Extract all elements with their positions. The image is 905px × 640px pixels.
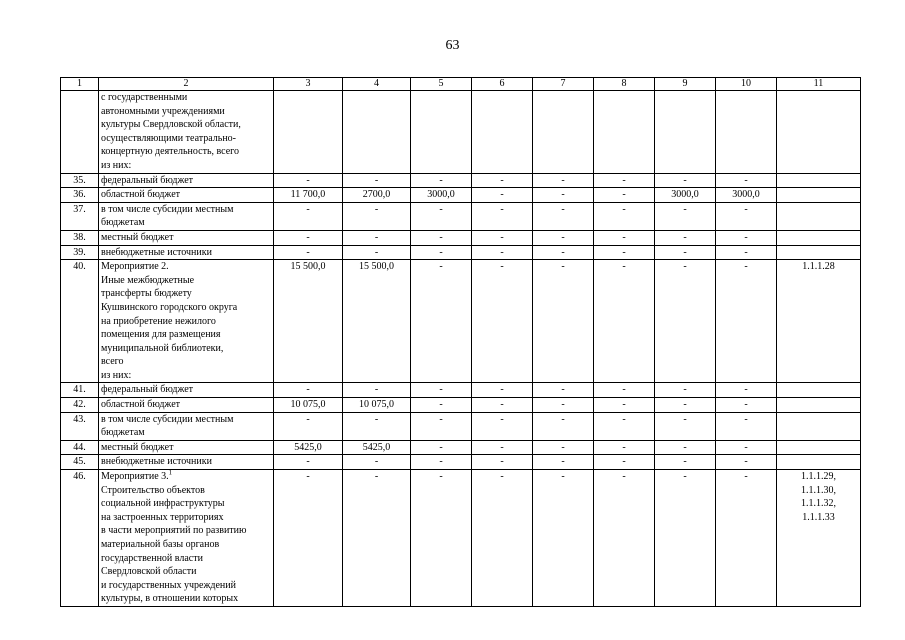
row-number: 44. [61, 440, 99, 455]
row-name: Мероприятие 2. Иные межбюджетные трансферты бюджету Кушвинского городского округа на приобретение нежилого помещения для размещения муниципальной библиотеки, всего из них: [101, 261, 238, 381]
column-header-4: 4 [343, 78, 411, 91]
row-number: 35. [61, 173, 99, 188]
row-number: 37. [61, 202, 99, 230]
value-cell-col-3: - [274, 245, 343, 260]
table-row [61, 188, 861, 203]
value-cell-col-4: 15 500,0 [343, 260, 411, 383]
target-code-cell [777, 455, 861, 470]
value-cell-col-4: - [343, 230, 411, 245]
value-cell-col-3: 11 700,0 [274, 188, 343, 203]
value-cell-col-4: - [343, 412, 411, 440]
value-cell-col-7: - [533, 188, 594, 203]
value-cell-col-5: - [411, 260, 472, 383]
table-row [61, 383, 861, 398]
row-name: областной бюджет [101, 399, 181, 411]
value-cell-col-10: - [716, 245, 777, 260]
table-row [61, 91, 861, 174]
row-name-cell [99, 188, 274, 203]
value-cell-col-9: - [655, 470, 716, 607]
value-cell-col-5 [411, 91, 472, 174]
column-header-10: 10 [716, 78, 777, 91]
value-cell-col-5: - [411, 412, 472, 440]
table-row [61, 202, 861, 230]
target-code-cell [777, 383, 861, 398]
value-cell-col-3: 10 075,0 [274, 398, 343, 413]
value-cell-col-9 [655, 91, 716, 174]
row-name-cell [99, 202, 274, 230]
value-cell-col-7: - [533, 230, 594, 245]
value-cell-col-8: - [594, 455, 655, 470]
value-cell-col-8: - [594, 230, 655, 245]
value-cell-col-3: - [274, 230, 343, 245]
value-cell-col-7: - [533, 470, 594, 607]
column-header-6: 6 [472, 78, 533, 91]
value-cell-col-10: - [716, 470, 777, 607]
value-cell-col-8: - [594, 440, 655, 455]
row-number: 46. [61, 470, 99, 607]
value-cell-col-6: - [472, 455, 533, 470]
row-name-cell [99, 91, 274, 174]
value-cell-col-6 [472, 91, 533, 174]
value-cell-col-3: - [274, 383, 343, 398]
value-cell-col-8: - [594, 188, 655, 203]
value-cell-col-10: - [716, 173, 777, 188]
value-cell-col-3: - [274, 455, 343, 470]
row-number: 36. [61, 188, 99, 203]
row-name: федеральный бюджет [101, 384, 194, 396]
value-cell-col-10: - [716, 202, 777, 230]
value-cell-col-6: - [472, 412, 533, 440]
value-cell-col-8: - [594, 412, 655, 440]
value-cell-col-4: 10 075,0 [343, 398, 411, 413]
row-name-cell [99, 455, 274, 470]
column-header-11: 11 [777, 78, 861, 91]
row-name: внебюджетные источники [101, 456, 212, 468]
row-name-cell [99, 173, 274, 188]
row-number [61, 91, 99, 174]
value-cell-col-10: 3000,0 [716, 188, 777, 203]
header-row [61, 78, 861, 91]
row-number: 43. [61, 412, 99, 440]
value-cell-col-4: - [343, 383, 411, 398]
column-header-7: 7 [533, 78, 594, 91]
value-cell-col-3: 5425,0 [274, 440, 343, 455]
value-cell-col-7: - [533, 455, 594, 470]
budget-table [60, 77, 861, 607]
target-code-cell [777, 173, 861, 188]
target-code-cell [777, 412, 861, 440]
value-cell-col-3: - [274, 412, 343, 440]
value-cell-col-10: - [716, 412, 777, 440]
value-cell-col-5: - [411, 202, 472, 230]
row-name-first-line: Мероприятие 3. [101, 471, 169, 483]
value-cell-col-8: - [594, 202, 655, 230]
value-cell-col-8 [594, 91, 655, 174]
value-cell-col-7: - [533, 260, 594, 383]
value-cell-col-10: - [716, 230, 777, 245]
value-cell-col-7: - [533, 202, 594, 230]
target-code-cell [777, 202, 861, 230]
value-cell-col-5: 3000,0 [411, 188, 472, 203]
value-cell-col-9: 3000,0 [655, 188, 716, 203]
value-cell-col-4: - [343, 245, 411, 260]
row-number: 40. [61, 260, 99, 383]
row-name: в том числе субсидии местным бюджетам [101, 413, 234, 439]
value-cell-col-6: - [472, 230, 533, 245]
table-row [61, 398, 861, 413]
value-cell-col-3: 15 500,0 [274, 260, 343, 383]
row-name [101, 471, 247, 604]
row-name-cell [99, 412, 274, 440]
value-cell-col-3 [274, 91, 343, 174]
value-cell-col-7: - [533, 398, 594, 413]
value-cell-col-6: - [472, 173, 533, 188]
footnote-mark: 1 [168, 469, 173, 477]
value-cell-col-4: 2700,0 [343, 188, 411, 203]
row-name-rest: Строительство объектов социальной инфраструктуры на застроенных территориях в части мероприятий по развитию материальной базы органов государственной власти Свердловской области и государственных учреждений культуры, в отношении которых [101, 484, 247, 605]
target-code-cell [777, 245, 861, 260]
value-cell-col-7: - [533, 440, 594, 455]
value-cell-col-9: - [655, 202, 716, 230]
row-name-cell [99, 230, 274, 245]
row-name-cell [99, 245, 274, 260]
value-cell-col-3: - [274, 173, 343, 188]
value-cell-col-6: - [472, 245, 533, 260]
column-header-5: 5 [411, 78, 472, 91]
value-cell-col-4: 5425,0 [343, 440, 411, 455]
value-cell-col-8: - [594, 260, 655, 383]
value-cell-col-10: - [716, 260, 777, 383]
value-cell-col-6: - [472, 260, 533, 383]
row-name: местный бюджет [101, 441, 174, 453]
table-row [61, 245, 861, 260]
value-cell-col-7: - [533, 383, 594, 398]
value-cell-col-4: - [343, 202, 411, 230]
value-cell-col-3: - [274, 202, 343, 230]
row-name: областной бюджет [101, 189, 181, 201]
value-cell-col-6: - [472, 383, 533, 398]
row-name-cell [99, 260, 274, 383]
value-cell-col-7 [533, 91, 594, 174]
value-cell-col-5: - [411, 455, 472, 470]
row-number: 41. [61, 383, 99, 398]
table-row [61, 440, 861, 455]
table-row [61, 230, 861, 245]
value-cell-col-5: - [411, 245, 472, 260]
table-row [61, 412, 861, 440]
column-header-8: 8 [594, 78, 655, 91]
value-cell-col-9: - [655, 412, 716, 440]
column-header-9: 9 [655, 78, 716, 91]
value-cell-col-9: - [655, 173, 716, 188]
value-cell-col-5: - [411, 470, 472, 607]
value-cell-col-4 [343, 91, 411, 174]
value-cell-col-6: - [472, 398, 533, 413]
table-row [61, 470, 861, 607]
row-name: в том числе субсидии местным бюджетам [101, 203, 234, 229]
value-cell-col-10: - [716, 455, 777, 470]
table-row [61, 173, 861, 188]
value-cell-col-7: - [533, 245, 594, 260]
value-cell-col-6: - [472, 440, 533, 455]
row-number: 38. [61, 230, 99, 245]
value-cell-col-9: - [655, 245, 716, 260]
value-cell-col-10 [716, 91, 777, 174]
value-cell-col-8: - [594, 173, 655, 188]
value-cell-col-8: - [594, 398, 655, 413]
row-name: с государственными автономными учреждениями культуры Свердловской области, осуществляющими театрально- концертную деятельность, всего из них: [101, 92, 241, 171]
target-code-cell: 1.1.1.28 [777, 260, 861, 383]
target-code-cell [777, 230, 861, 245]
value-cell-col-4: - [343, 470, 411, 607]
row-name: местный бюджет [101, 231, 174, 243]
row-name: федеральный бюджет [101, 174, 194, 186]
value-cell-col-10: - [716, 383, 777, 398]
value-cell-col-5: - [411, 440, 472, 455]
value-cell-col-9: - [655, 455, 716, 470]
value-cell-col-3: - [274, 470, 343, 607]
target-code-cell [777, 91, 861, 174]
value-cell-col-9: - [655, 383, 716, 398]
value-cell-col-9: - [655, 440, 716, 455]
value-cell-col-8: - [594, 470, 655, 607]
target-code-cell [777, 398, 861, 413]
row-name: внебюджетные источники [101, 246, 212, 258]
column-header-3: 3 [274, 78, 343, 91]
value-cell-col-9: - [655, 260, 716, 383]
row-number: 42. [61, 398, 99, 413]
page-number: 63 [445, 38, 460, 53]
row-name-cell [99, 470, 274, 607]
value-cell-col-10: - [716, 440, 777, 455]
column-header-2: 2 [99, 78, 274, 91]
value-cell-col-6: - [472, 470, 533, 607]
value-cell-col-5: - [411, 398, 472, 413]
target-code-cell: 1.1.1.29, 1.1.1.30, 1.1.1.32, 1.1.1.33 [777, 470, 861, 607]
table-row [61, 455, 861, 470]
target-code-cell [777, 188, 861, 203]
value-cell-col-9: - [655, 230, 716, 245]
value-cell-col-5: - [411, 383, 472, 398]
row-name-cell [99, 440, 274, 455]
row-number: 39. [61, 245, 99, 260]
value-cell-col-5: - [411, 173, 472, 188]
table-row [61, 260, 861, 383]
row-name-cell [99, 383, 274, 398]
column-header-1: 1 [61, 78, 99, 91]
value-cell-col-7: - [533, 173, 594, 188]
target-code-cell [777, 440, 861, 455]
value-cell-col-10: - [716, 398, 777, 413]
value-cell-col-6: - [472, 188, 533, 203]
value-cell-col-8: - [594, 245, 655, 260]
value-cell-col-7: - [533, 412, 594, 440]
row-number: 45. [61, 455, 99, 470]
table-body [61, 78, 861, 607]
value-cell-col-5: - [411, 230, 472, 245]
value-cell-col-4: - [343, 173, 411, 188]
value-cell-col-8: - [594, 383, 655, 398]
value-cell-col-6: - [472, 202, 533, 230]
value-cell-col-4: - [343, 455, 411, 470]
value-cell-col-9: - [655, 398, 716, 413]
row-name-cell [99, 398, 274, 413]
